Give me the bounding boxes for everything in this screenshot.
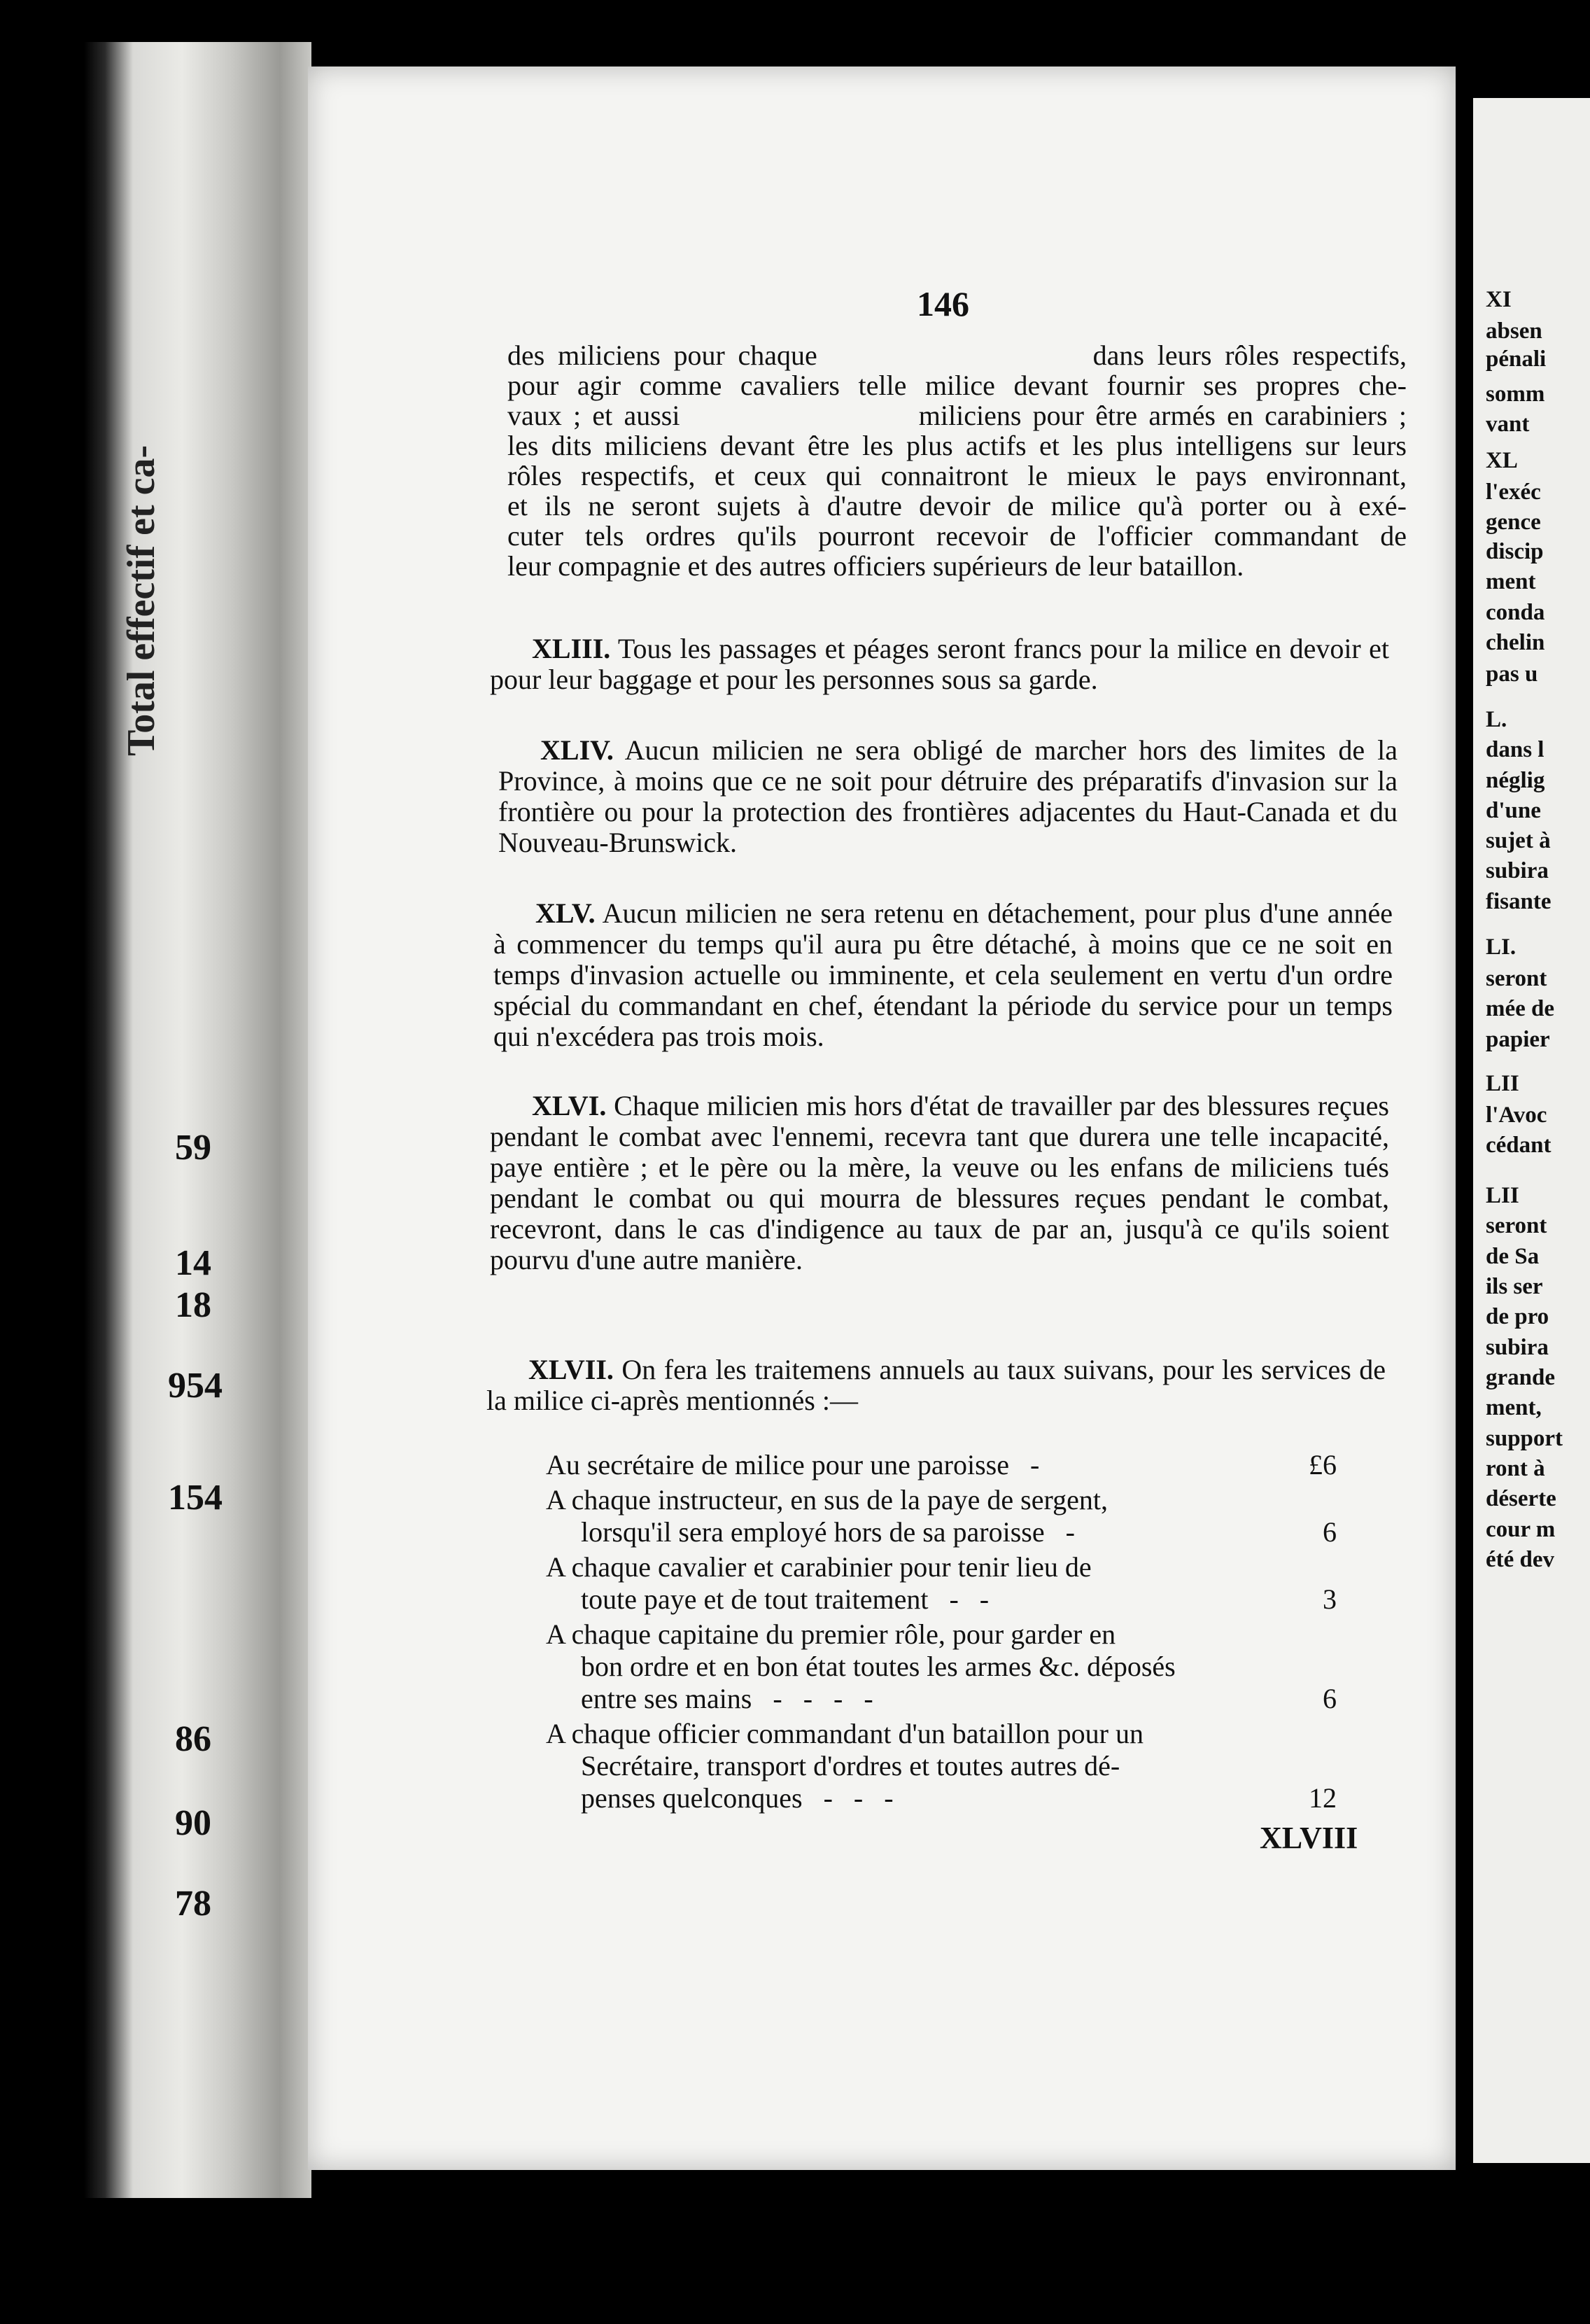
article-xlvi (490, 1091, 1389, 1275)
opening-paragraph (507, 340, 1407, 581)
salary-schedule (546, 1449, 1337, 1817)
left-margin-number: 59 (175, 1128, 211, 1168)
adjacent-page-line: gence (1486, 510, 1541, 535)
adjacent-page-line: papier (1486, 1027, 1550, 1052)
adjacent-page-line: conda (1486, 600, 1545, 625)
adjacent-page-line: dans l (1486, 737, 1545, 762)
adjacent-page-line: XI (1486, 287, 1512, 312)
adjacent-page-line: de pro (1486, 1304, 1549, 1329)
opening-line: cuter tels ordres qu'ils pourront recevoir de l'officier commandant de (507, 520, 1407, 552)
adjacent-page-line: chelin (1486, 630, 1545, 655)
schedule-amount: £6 (1309, 1449, 1337, 1480)
adjacent-page-line: LI. (1486, 934, 1517, 960)
article-number: XLVI. (532, 1090, 607, 1121)
adjacent-page-line: pas u (1486, 662, 1538, 687)
schedule-text: A chaque capitaine du premier rôle, pour garder en (546, 1618, 1116, 1650)
schedule-text: A chaque officier commandant d'un bataillon pour un (546, 1718, 1144, 1749)
page-gutter (1456, 66, 1473, 2170)
schedule-amount: 12 (1309, 1782, 1337, 1814)
schedule-text: toute paye et de tout traitement - - (581, 1583, 990, 1615)
schedule-text: Secrétaire, transport d'ordres et toutes autres dé- (581, 1750, 1120, 1782)
schedule-item (546, 1618, 1337, 1715)
schedule-amount: 6 (1323, 1683, 1337, 1714)
schedule-amount: 6 (1323, 1516, 1337, 1548)
article-xliii (490, 634, 1389, 695)
article-xlvii (486, 1354, 1386, 1416)
adjacent-page-line: déserte (1486, 1486, 1556, 1511)
adjacent-page-line: seront (1486, 966, 1547, 991)
left-margin-number: 954 (168, 1366, 223, 1406)
opening-line: des miliciens pour chaque dans leurs rôles respectifs, (507, 340, 1407, 371)
article-text: Aucun milicien ne sera retenu en détachement, pour plus d'une année à commencer du temps qu'il aura pu être détaché, à moins que ce ne soit en temps d'invasion actuelle ou imminente, et cela seulement en vertu d'un ordre spécial du commandant en chef, étendant la période du service pour un temps qui n'excédera pas trois mois. (493, 897, 1393, 1052)
adjacent-page-line: fisante (1486, 889, 1552, 914)
schedule-item (546, 1551, 1337, 1616)
opening-line: leur compagnie et des autres officiers supérieurs de leur bataillon. (507, 550, 1244, 582)
schedule-text: entre ses mains - - - - (581, 1683, 873, 1714)
article-xliv (498, 735, 1398, 858)
adjacent-page-line: subira (1486, 1335, 1549, 1360)
adjacent-page-line: seront (1486, 1213, 1547, 1238)
adjacent-page-line: ment (1486, 569, 1536, 594)
article-xlv (493, 898, 1393, 1052)
schedule-text: penses quelconques - - - (581, 1782, 894, 1814)
adjacent-page-line: d'une (1486, 798, 1541, 823)
left-margin-number: 18 (175, 1285, 211, 1325)
adjacent-page-line: ront à (1486, 1456, 1545, 1481)
article-number: XLV. (535, 897, 596, 929)
catchword: XLVIII (1260, 1821, 1358, 1855)
article-text: Chaque milicien mis hors d'état de travailler par des blessures reçues pendant le combat avec l'ennemi, recevra tant que durera une telle incapacité, paye entière ; et le père ou la mère, la veuve ou les enfans de miliciens tués pendant le combat ou qui mourra de blessures reçues pendant le combat, recevront, dans le cas d'indigence au taux de par an, jusqu'à ce qu'ils soient pourvu d'une autre manière. (490, 1090, 1390, 1275)
article-text: Aucun milicien ne sera obligé de marcher hors des limites de la Province, à moins que ce ne soit pour détruire des préparatifs d'invasion sur la frontière ou pour la protection des frontières adjacentes du Haut-Canada et du Nouveau-Brunswick. (498, 734, 1398, 858)
adjacent-page-line: été dev (1486, 1547, 1555, 1572)
adjacent-page-line: LII (1486, 1183, 1519, 1208)
adjacent-page-line: ils ser (1486, 1274, 1543, 1299)
book-binding (0, 42, 311, 2198)
schedule-item (546, 1718, 1337, 1814)
adjacent-page-line: néglig (1486, 768, 1545, 793)
adjacent-page-line: absen (1486, 318, 1542, 344)
adjacent-page-line: sujet à (1486, 828, 1551, 853)
adjacent-page-line: subira (1486, 858, 1549, 883)
schedule-text: A chaque cavalier et carabinier pour tenir lieu de (546, 1551, 1092, 1583)
article-number: XLIII. (532, 633, 611, 664)
opening-line: vaux ; et aussi miliciens pour être armés en carabiniers ; (507, 400, 1407, 431)
left-margin-number: 154 (168, 1478, 223, 1518)
adjacent-page-line: de Sa (1486, 1244, 1540, 1269)
adjacent-page-fragment (1473, 98, 1590, 2163)
schedule-text: Au secrétaire de milice pour une paroisse - (546, 1449, 1040, 1480)
adjacent-page-line: grande (1486, 1365, 1555, 1390)
left-margin-vertical-text: Total effectif et ca- (120, 444, 163, 756)
left-margin-number: 86 (175, 1719, 211, 1759)
article-text: On fera les traitemens annuels au taux suivans, pour les services de la milice ci-après mentionnés :— (486, 1354, 1386, 1416)
opening-line: pour agir comme cavaliers telle milice devant fournir ses propres che- (507, 370, 1407, 401)
opening-line: les dits miliciens devant être les plus actifs et les plus intelligens sur leurs (507, 430, 1407, 461)
opening-line: rôles respectifs, et ceux qui connaitront le mieux le pays environnant, (507, 460, 1407, 491)
adjacent-page-line: l'exéc (1486, 479, 1541, 505)
adjacent-page-line: XL (1486, 448, 1518, 473)
left-margin-number: 14 (175, 1243, 211, 1283)
article-number: XLIV. (540, 734, 614, 766)
schedule-text: bon ordre et en bon état toutes les armes &c. déposés (581, 1651, 1176, 1682)
adjacent-page-line: pénali (1486, 346, 1547, 372)
schedule-item (546, 1484, 1337, 1548)
opening-line: et ils ne seront sujets à d'autre devoir de milice qu'à porter ou à exé- (507, 490, 1407, 522)
adjacent-page-line: discip (1486, 539, 1544, 564)
schedule-amount: 3 (1323, 1583, 1337, 1615)
adjacent-page-line: mée de (1486, 996, 1555, 1021)
left-margin-number: 90 (175, 1803, 211, 1843)
schedule-item (546, 1449, 1337, 1481)
article-text: Tous les passages et péages seront francs pour la milice en devoir et pour leur baggage et pour les personnes sous sa garde. (490, 633, 1389, 695)
adjacent-page-line: l'Avoc (1486, 1102, 1547, 1128)
adjacent-page-line: L. (1486, 707, 1507, 732)
schedule-text: A chaque instructeur, en sus de la paye de sergent, (546, 1484, 1108, 1516)
schedule-text: lorsqu'il sera employé hors de sa paroisse - (581, 1516, 1075, 1548)
adjacent-page-line: cour m (1486, 1517, 1556, 1542)
article-number: XLVII. (528, 1354, 614, 1385)
adjacent-page-line: support (1486, 1426, 1563, 1451)
page-number: 146 (917, 284, 969, 323)
adjacent-page-line: vant (1486, 412, 1530, 437)
adjacent-page-line: LII (1486, 1071, 1519, 1096)
adjacent-page-line: ment, (1486, 1395, 1542, 1420)
left-margin-number: 78 (175, 1884, 211, 1924)
adjacent-page-line: cédant (1486, 1133, 1552, 1158)
adjacent-page-line: somm (1486, 382, 1545, 407)
